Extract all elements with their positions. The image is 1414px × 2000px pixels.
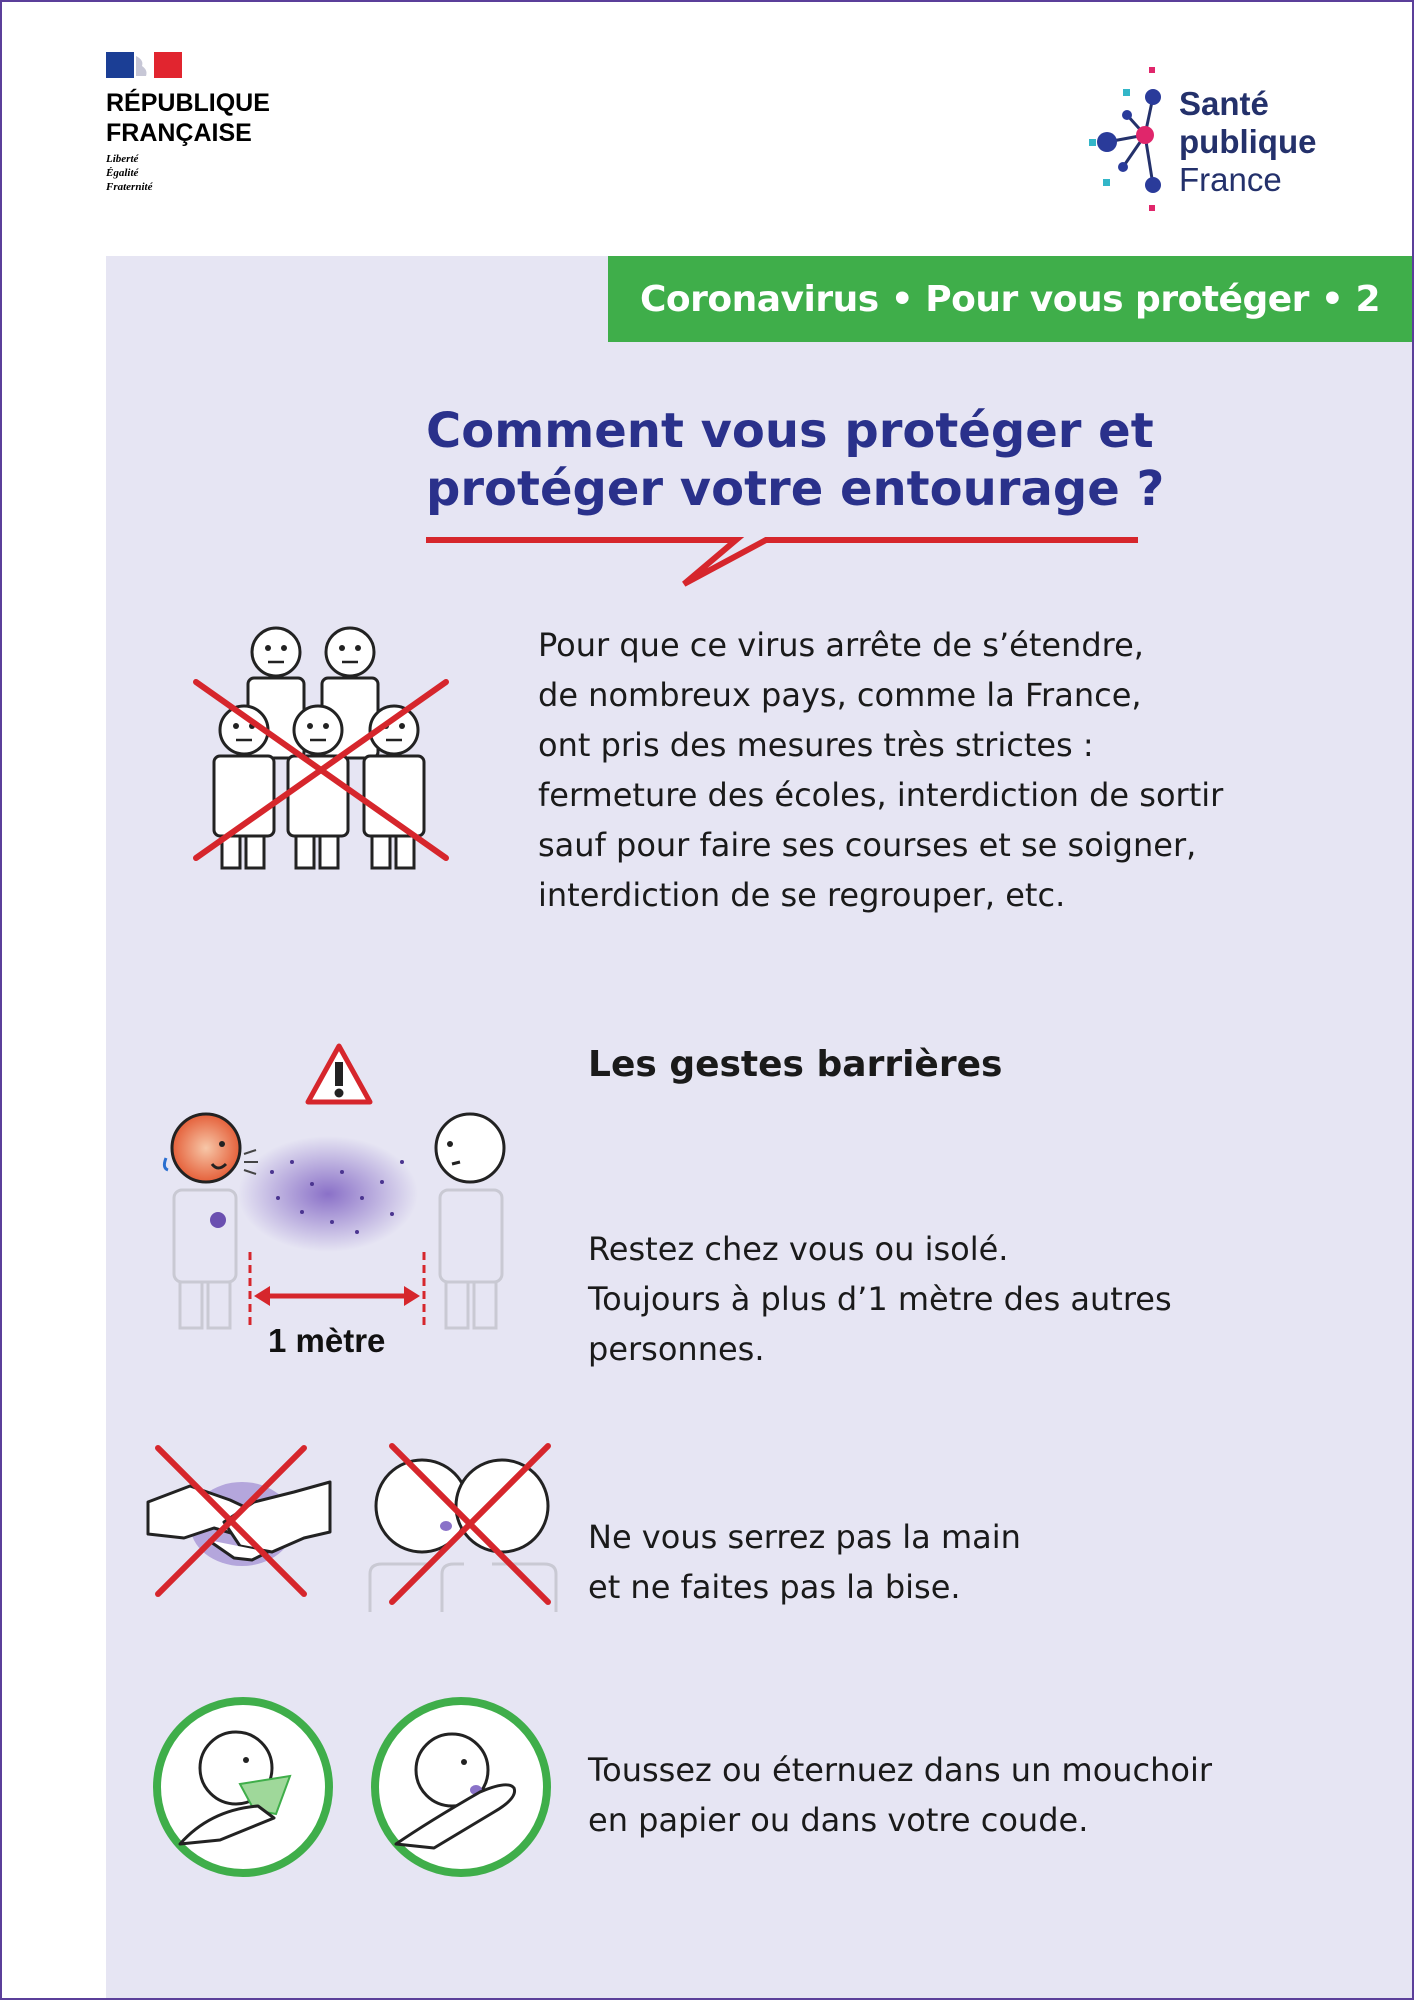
republique-motto: Liberté Égalité Fraternité [106,153,153,193]
republique-francaise-name: RÉPUBLIQUE FRANÇAISE [106,89,270,147]
sneeze-distance-icon [152,1102,522,1332]
kiss-crossed-icon [364,1442,564,1612]
gesture-no-contact-text: Ne vous serrez pas la main et ne faites pas la bise. [588,1518,1021,1606]
intro-text: Pour que ce virus arrête de s’étendre, de nombreux pays, comme la France, ont pris des mesures très strictes : fermeture des écoles, interdiction de sortir sauf pour faire ses courses et se soigner, interdiction de se regrouper, etc. [538,626,1224,914]
series-tag: Coronavirus • Pour vous protéger • 2 [608,256,1412,342]
sante-publique-france-logo [1077,67,1347,217]
distance-label: 1 mètre [268,1322,386,1359]
flag-icon [106,52,182,78]
crowd-crossed-icon [188,622,458,872]
spf-name: Santé publique France [1179,85,1317,198]
gesture-stay-home-text: Restez chez vous ou isolé. Toujours à plus d’1 mètre des autres personnes. [588,1230,1172,1368]
gesture-cough-text: Toussez ou éternuez dans un mouchoir en papier ou dans votre coude. [588,1751,1213,1839]
speech-underline-icon [422,526,1142,592]
warning-icon [304,1042,374,1106]
tissue-cough-icon [150,1694,336,1880]
handshake-crossed-icon [144,1442,334,1602]
network-logo-icon [1077,67,1177,217]
section-title: Les gestes barrières [588,1044,1003,1085]
elbow-cough-icon [368,1694,554,1880]
page-title: Comment vous protéger et protéger votre entourage ? [426,403,1165,517]
